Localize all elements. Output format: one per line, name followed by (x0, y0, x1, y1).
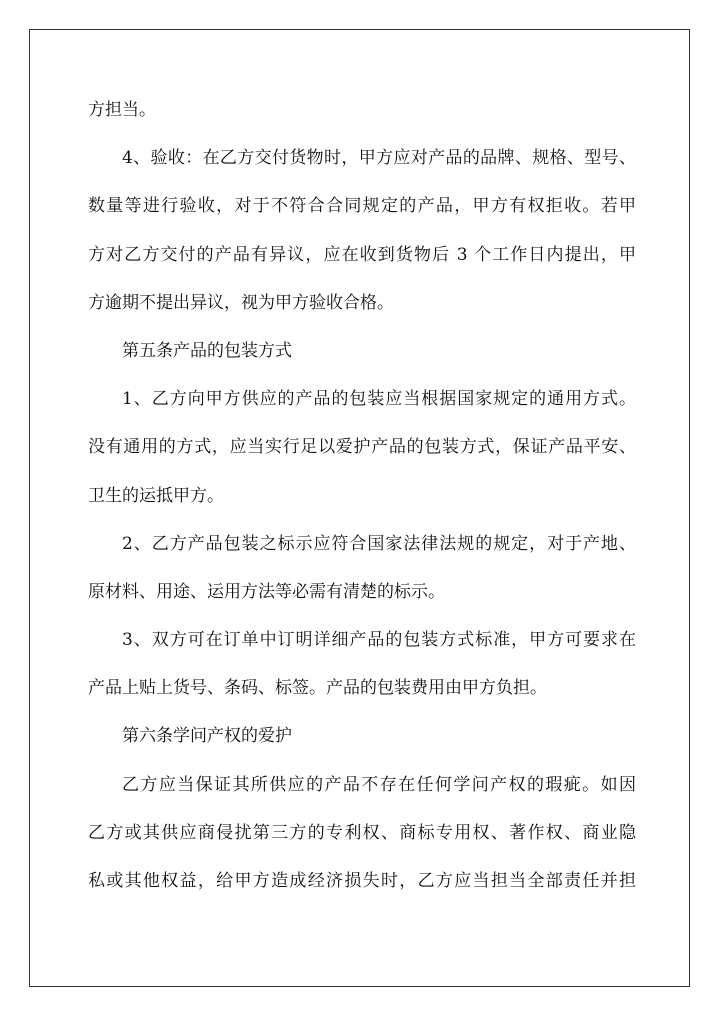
text-line: 第六条学问产权的爱护 (122, 726, 292, 747)
text-line: 没有通用的方式，应当实行足以爱护产品的包装方式，保证产品平安、 (88, 437, 636, 458)
text-line: 2、乙方产品包装之标示应符合国家法律法规的规定，对于产地、 (122, 533, 636, 554)
document-body (88, 86, 636, 905)
text-line: 3、双方可在订单中订明详细产品的包装方式标准，甲方可要求在 (122, 630, 636, 651)
text-line: 乙方应当保证其所供应的产品不存在任何学问产权的瑕疵。如因 (122, 774, 636, 795)
text-line: 产品上贴上货号、条码、标签。产品的包装费用由甲方负担。 (88, 678, 547, 699)
text-line: 方担当。 (88, 100, 156, 120)
text-line: 私或其他权益，给甲方造成经济损失时，乙方应当担当全部责任并担 (88, 871, 636, 891)
text-line: 方逾期不提出异议，视为甲方验收合格。 (88, 292, 394, 313)
text-line: 方对乙方交付的产品有异议，应在收到货物后 3 个工作日内提出，甲 (88, 244, 636, 265)
text-line: 4、验收：在乙方交付货物时，甲方应对产品的品牌、规格、型号、 (122, 148, 636, 169)
text-line: 原材料、用途、运用方法等必需有清楚的标示。 (88, 581, 445, 602)
text-line: 1、乙方向甲方供应的产品的包装应当根据国家规定的通用方式。 (122, 389, 636, 410)
text-line: 第五条产品的包装方式 (122, 340, 292, 361)
text-line: 卫生的运抵甲方。 (88, 485, 224, 506)
text-line: 数量等进行验收，对于不符合合同规定的产品，甲方有权拒收。若甲 (88, 196, 636, 217)
text-line: 乙方或其供应商侵扰第三方的专利权、商标专用权、著作权、商业隐 (88, 822, 636, 843)
